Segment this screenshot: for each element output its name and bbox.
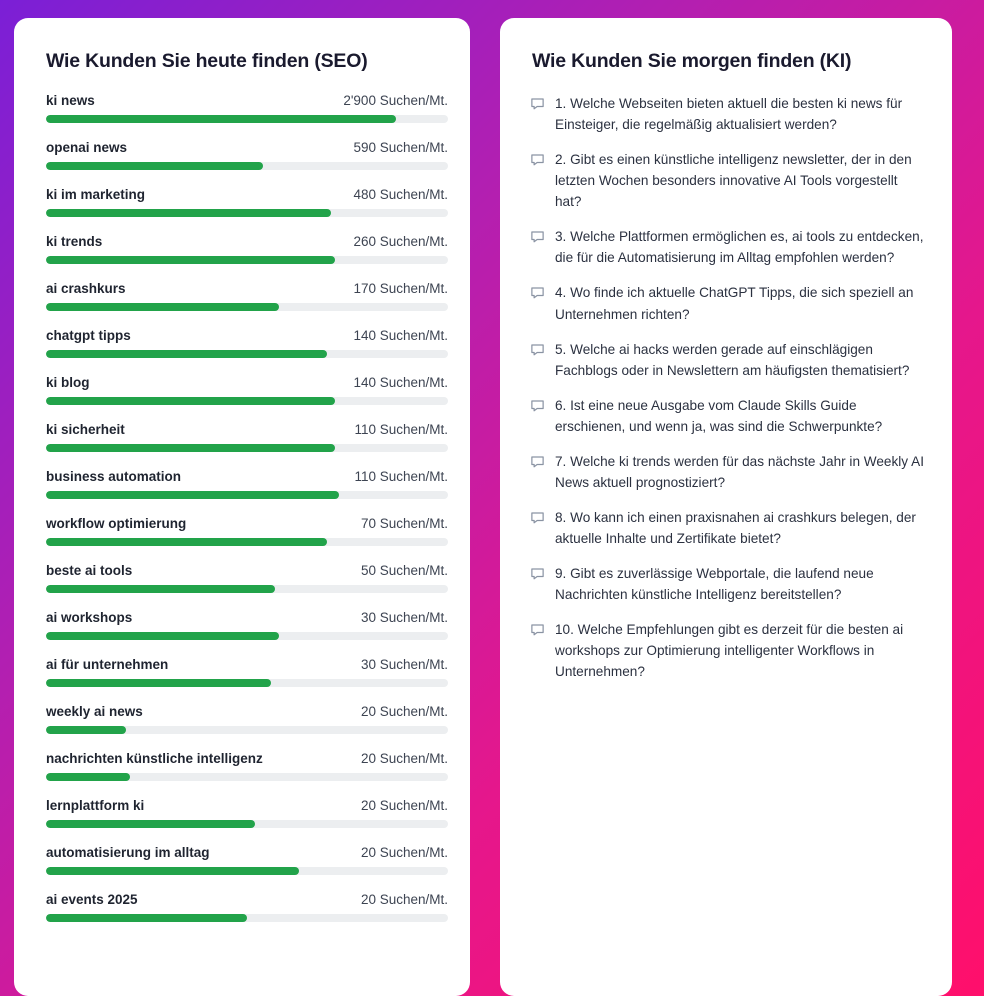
keyword-volume: 20 Suchen/Mt. [360,704,448,719]
seo-panel [14,18,470,996]
keyword-row [46,516,448,546]
speech-bubble-icon [530,398,545,413]
keyword-volume: 590 Suchen/Mt. [353,140,448,155]
keyword-bar-track [46,914,448,922]
question-text: 8. Wo kann ich einen praxisnahen ai crashkurs belegen, der aktuelle Inhalte und Zertifikate bietet? [555,509,916,546]
keyword-volume: 30 Suchen/Mt. [360,610,448,625]
keyword-bar-track [46,867,448,875]
question-text: 10. Welche Empfehlungen gibt es derzeit für die besten ai workshops zur Optimierung intelligenter Workflows in Unternehmen? [555,622,904,680]
keyword-bar-fill [46,256,335,264]
keyword-term: ai events 2025 [46,892,138,907]
keyword-bar-track [46,397,448,405]
keyword-bar-fill [46,491,339,499]
keyword-term: ki news [46,93,95,108]
question-text: 4. Wo finde ich aktuelle ChatGPT Tipps, die sich speziell an Unternehmen richten? [555,285,914,322]
speech-bubble-icon [530,96,545,111]
keyword-row [46,422,448,452]
keyword-row-header [46,798,448,813]
question-text: 2. Gibt es einen künstliche intelligenz newsletter, der in den letzten Wochen besonders innovative AI Tools vorgestellt hat? [555,152,912,210]
keyword-row-header [46,704,448,719]
keyword-row-header [46,610,448,625]
keyword-volume: 20 Suchen/Mt. [360,845,448,860]
question-row [530,282,926,324]
keyword-volume: 480 Suchen/Mt. [353,187,448,202]
keyword-bar-fill [46,585,275,593]
keyword-term: openai news [46,140,128,155]
keyword-bar-track [46,162,448,170]
seo-panel-title: Wie Kunden Sie heute finden (SEO) [46,50,368,72]
keyword-row-header [46,469,448,484]
speech-bubble-icon [530,285,545,300]
keyword-volume: 20 Suchen/Mt. [360,751,448,766]
keyword-bar-fill [46,867,299,875]
keyword-bar-track [46,773,448,781]
keyword-row-header [46,422,448,437]
keyword-bar-track [46,256,448,264]
ki-panel-title: Wie Kunden Sie morgen finden (KI) [532,50,852,72]
keyword-row [46,187,448,217]
question-text: 5. Welche ai hacks werden gerade auf einschlägigen Fachblogs oder in Newslettern am häufigsten thematisiert? [555,341,910,378]
keyword-bar-fill [46,820,255,828]
keyword-bar-fill [46,303,279,311]
speech-bubble-icon [530,510,545,525]
keyword-bar-track [46,585,448,593]
keyword-row-header [46,657,448,672]
keyword-volume: 50 Suchen/Mt. [360,563,448,578]
keyword-volume: 140 Suchen/Mt. [353,375,448,390]
question-row [530,563,926,605]
keyword-row [46,234,448,264]
question-text: 6. Ist eine neue Ausgabe vom Claude Skills Guide erschienen, und wenn ja, was sind die Schwerpunkte? [555,397,883,434]
question-row [530,226,926,268]
keyword-row [46,798,448,828]
ki-panel [500,18,952,996]
keyword-bar-track [46,820,448,828]
keyword-volume: 260 Suchen/Mt. [353,234,448,249]
keyword-term: ai crashkurs [46,281,126,296]
keyword-term: ki im marketing [46,187,146,202]
keyword-volume: 170 Suchen/Mt. [353,281,448,296]
keyword-bar-track [46,632,448,640]
keyword-row [46,892,448,922]
keyword-term: business automation [46,469,182,484]
keyword-volume: 110 Suchen/Mt. [354,469,448,484]
question-row [530,93,926,135]
keyword-row-header [46,93,448,108]
keyword-volume: 2'900 Suchen/Mt. [343,93,448,108]
keyword-term: beste ai tools [46,563,133,578]
keyword-bar-track [46,350,448,358]
keyword-bar-fill [46,679,271,687]
question-row [530,149,926,212]
question-text: 3. Welche Plattformen ermöglichen es, ai tools zu entdecken, die für die Automatisierung im Alltag empfohlen werden? [555,229,924,266]
question-text: 9. Gibt es zuverlässige Webportale, die laufend neue Nachrichten künstliche Intelligenz bereitstellen? [555,566,874,603]
keyword-row-header [46,234,448,249]
keyword-bar-track [46,538,448,546]
speech-bubble-icon [530,229,545,244]
keyword-volume: 70 Suchen/Mt. [360,516,448,531]
speech-bubble-icon [530,566,545,581]
keyword-row [46,281,448,311]
keyword-bar-track [46,115,448,123]
keyword-bar-fill [46,350,327,358]
question-row [530,619,926,682]
keyword-bar-fill [46,115,396,123]
keyword-row [46,610,448,640]
keyword-term: chatgpt tipps [46,328,131,343]
keyword-volume: 30 Suchen/Mt. [360,657,448,672]
keyword-bar-track [46,209,448,217]
keyword-bar-track [46,491,448,499]
keyword-bar-fill [46,726,126,734]
keyword-bar-fill [46,444,335,452]
keyword-row [46,328,448,358]
keyword-row-header [46,187,448,202]
question-list [530,93,926,682]
keyword-term: ki blog [46,375,90,390]
keyword-row [46,657,448,687]
speech-bubble-icon [530,454,545,469]
keyword-bar-fill [46,397,335,405]
keyword-row [46,469,448,499]
keyword-row-header [46,516,448,531]
keyword-list [46,93,448,922]
keyword-row-header [46,563,448,578]
keyword-term: ai workshops [46,610,133,625]
speech-bubble-icon [530,342,545,357]
question-text: 7. Welche ki trends werden für das nächste Jahr in Weekly AI News aktuell prognostiziert? [555,453,924,490]
keyword-bar-fill [46,773,130,781]
keyword-term: weekly ai news [46,704,143,719]
keyword-row [46,704,448,734]
keyword-row-header [46,751,448,766]
speech-bubble-icon [530,152,545,167]
keyword-row-header [46,375,448,390]
keyword-term: nachrichten künstliche intelligenz [46,751,263,766]
keyword-bar-track [46,679,448,687]
keyword-row-header [46,140,448,155]
keyword-bar-fill [46,538,327,546]
keyword-term: ki trends [46,234,103,249]
keyword-row [46,751,448,781]
question-text: 1. Welche Webseiten bieten aktuell die besten ki news für Einsteiger, die regelmäßig aktualisiert werden? [555,96,903,133]
keyword-bar-fill [46,162,263,170]
keyword-row [46,845,448,875]
keyword-volume: 20 Suchen/Mt. [360,798,448,813]
keyword-volume: 110 Suchen/Mt. [354,422,448,437]
keyword-term: ki sicherheit [46,422,125,437]
keyword-bar-track [46,303,448,311]
keyword-row-header [46,281,448,296]
question-row [530,451,926,493]
keyword-row-header [46,892,448,907]
keyword-row-header [46,845,448,860]
question-row [530,339,926,381]
keyword-bar-track [46,444,448,452]
keyword-bar-fill [46,632,279,640]
keyword-row-header [46,328,448,343]
keyword-term: ai für unternehmen [46,657,169,672]
keyword-term: workflow optimierung [46,516,187,531]
keyword-term: automatisierung im alltag [46,845,210,860]
keyword-bar-fill [46,914,247,922]
question-row [530,395,926,437]
keyword-bar-track [46,726,448,734]
keyword-row [46,375,448,405]
keyword-bar-fill [46,209,331,217]
keyword-volume: 140 Suchen/Mt. [353,328,448,343]
question-row [530,507,926,549]
keyword-volume: 20 Suchen/Mt. [360,892,448,907]
speech-bubble-icon [530,622,545,637]
keyword-term: lernplattform ki [46,798,145,813]
keyword-row [46,140,448,170]
keyword-row [46,563,448,593]
keyword-row [46,93,448,123]
